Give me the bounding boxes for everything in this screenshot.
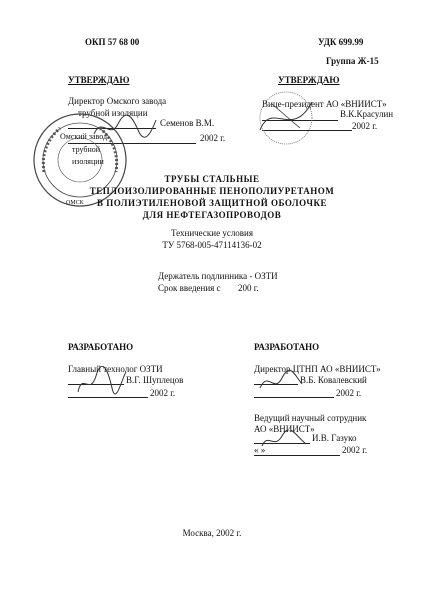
approve-right-line1: Вице-президент АО «ВНИИСТ» (262, 99, 387, 109)
stamp-text-1: Омский завод (60, 132, 108, 141)
group-code: Группа Ж-15 (326, 56, 379, 66)
stamp-text-3: изоляции (72, 157, 104, 166)
dev-right2-role2: АО «ВНИИСТ» (254, 424, 315, 434)
dev-right2-name: И.В. Газуко (312, 433, 357, 443)
spec-number: ТУ 5768-005-47114136-02 (162, 240, 262, 250)
holder-line2-label: Срок введения с (158, 283, 221, 293)
dev-left-name: В.Г. Шуплецов (126, 375, 184, 385)
spec-type: Технические условия (170, 228, 254, 238)
approve-left-heading: УТВЕРЖДАЮ (68, 75, 130, 85)
approve-left-line1: Директор Омского завода (68, 96, 167, 106)
dev-left-role: Главный технолог ОЗТИ (68, 364, 163, 374)
signature-left-approve (90, 112, 160, 142)
approve-left-date: 2002 г. (200, 133, 226, 143)
dev-right-name: В.Б. Ковалевский (300, 375, 367, 385)
dev-right2-date-prefix: « » (254, 445, 266, 455)
round-stamp-right (252, 90, 322, 150)
approve-right-date: 2002 г. (352, 121, 378, 131)
title-line-1: ТРУБЫ СТАЛЬНЫЕ (164, 174, 260, 184)
udk-code: УДК 699.99 (318, 37, 364, 47)
dev-right2-date: 2002 г. (342, 445, 368, 455)
dev-right-role: Директор ЦТНП АО «ВНИИСТ» (254, 364, 381, 374)
holder-line2-year: 200 г. (238, 283, 259, 293)
stamp-text-2: трубной (72, 145, 101, 154)
dev-right-date: 2002 г. (336, 388, 362, 398)
signature-right2-dev (258, 430, 310, 452)
title-line-3: В ПОЛИЭТИЛЕНОВОЙ ЗАЩИТНОЙ ОБОЛОЧКЕ (96, 198, 328, 208)
signature-left-dev (72, 366, 128, 398)
approve-right-heading: УТВЕРЖДАЮ (278, 75, 340, 85)
okp-code: ОКП 57 68 00 (85, 37, 140, 47)
approve-right-name: В.К.Красулин (340, 109, 394, 119)
title-line-2: ТЕПЛОИЗОЛИРОВАННЫЕ ПЕНОПОЛИУРЕТАНОМ (89, 186, 335, 196)
approve-left-line2: трубной изоляции (78, 108, 148, 118)
dev-left-heading: РАЗРАБОТАНО (68, 342, 134, 352)
signature-right-dev (256, 368, 306, 396)
place-year: Москва, 2002 г. (182, 528, 242, 538)
approve-left-name: Семенов В.М. (160, 118, 215, 128)
holder-line1: Держатель подлинника - ОЗТИ (158, 271, 278, 281)
dev-left-date: 2002 г. (150, 388, 176, 398)
title-line-4: ДЛЯ НЕФТЕГАЗОПРОВОДОВ (142, 210, 282, 220)
stamp-text-4: ОМСК (66, 200, 84, 206)
dev-right2-role1: Ведущий научный сотрудник (254, 413, 367, 423)
dev-right-heading: РАЗРАБОТАНО (254, 342, 320, 352)
